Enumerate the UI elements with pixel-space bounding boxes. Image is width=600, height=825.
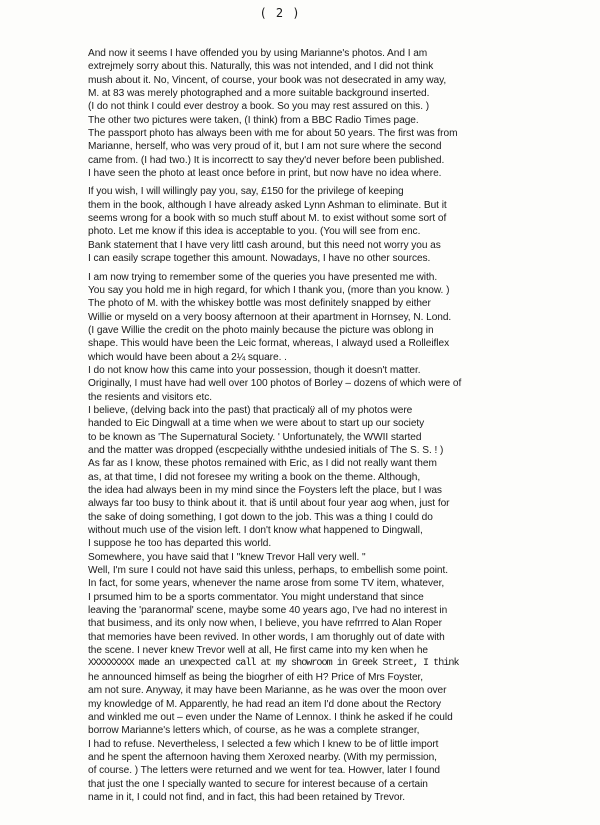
text-line: which would have been about a 2¼ square. . (88, 351, 287, 363)
text-line: (I gave Willie the credit on the photo mainly because the picture was oblong in (88, 324, 434, 336)
text-line: seems wrong for a book with so much stuff about M. to exist without some sort of (88, 213, 447, 225)
text-line: Marianne, herself, who was very proud of it, but I am not sure where the second (88, 141, 442, 153)
text-line: my knowledge of M. Apparently, he had read an item I'd done about the Rectory (88, 698, 442, 710)
text-line: Willie or myseld on a very boosy afternoon at their apartment in Hornsey, N. Lond. (88, 311, 452, 323)
text-line: If you wish, I will willingly pay you, say, £150 for the privilege of keeping (88, 186, 404, 198)
text-line: Somewhere, you have said that I "knew Trevor Hall very well. " (88, 551, 366, 563)
text-line: In fact, for some years, whenever the name arose from some TV item, whatever, (88, 578, 445, 590)
text-line: leaving the 'paranormal' scene, maybe some 40 years ago, I've had no interest in (88, 605, 448, 617)
text-line-struck-out: XXXXXXXXX made an unexpected call at my showroom in Greek Street, I think (88, 658, 459, 670)
text-line: Well, I'm sure I could not have said this unless, perhaps, to embellish some point. (88, 565, 449, 577)
text-line: I do not know how this came into your possession, though it doesn't matter. (88, 364, 421, 376)
text-line: the idea had always been in my mind since the Foysters left the place, but I was (88, 485, 442, 496)
text-line: name in it, I could not find, and in fact, this had been retained by Trevor. (88, 791, 406, 803)
text-line: handed to Eic Dingwall at a time when we were about to start up our society (88, 418, 425, 430)
text-line: am not sure. Anyway, it may have been Marianne, as he was over the moon over (88, 685, 447, 697)
text-line: without much use of the vision left. I don't know what happened to Dingwall, (88, 525, 423, 537)
text-line: I had to refuse. Nevertheless, I selected a few which I knew to be of little import (88, 738, 439, 750)
text-line: he announced himself as being the biogrher of eith H? Price of Mrs Foyster, (88, 671, 424, 683)
text-line: the resients and visitors etc. (88, 391, 212, 403)
text-line: The photo of M. with the whiskey bottle was most definitely snapped by either (88, 298, 431, 310)
paragraph-photos-apology (88, 47, 594, 180)
text-line: Bank statement that I have very littl cash around, but this need not worry you as (88, 239, 441, 251)
text-line: I prsumed him to be a sports commentator. You might understand that since (88, 591, 424, 603)
text-line: and he spent the afternoon having them Xeroxed nearby. (With my permission, (88, 751, 437, 763)
paragraph-queries-and-trevor-hall (88, 271, 594, 805)
text-line: And now it seems I have offended you by using Marianne's photos. And I am (88, 48, 428, 59)
text-line: borrow Marianne's letters which, of course, as he was a complete stranger, (88, 725, 420, 737)
text-line: I suppose he too has departed this world. (88, 538, 272, 550)
text-line: The other two pictures were taken, (I think) from a BBC Radio Times page. (88, 114, 419, 126)
text-line: shape. This would have been the Leic format, whereas, I alwayd used a Rolleiflex (88, 338, 450, 350)
text-line: mush about it. No, Vincent, of course, your book was not desecrated in amy way, (88, 74, 447, 86)
letter-body (88, 47, 594, 804)
text-line: them in the book, although I have already asked Lynn Ashman to eliminate. But it (88, 199, 447, 211)
text-line: came from. (I had two.) It is incorrectt to say they'd never before been published. (88, 154, 445, 166)
text-line: You say you hold me in high regard, for which I thank you, (more than you know. ) (88, 284, 450, 296)
text-line: as, at that time, I did not foresee my writing a book on the theme. Although, (88, 471, 421, 483)
paragraph-payment-offer (88, 185, 594, 265)
text-line: The passport photo has always been with me for about 50 years. The first was from (88, 128, 458, 140)
text-line: I am now trying to remember some of the queries you have presented me with. (88, 271, 438, 283)
text-line: always far too busy to think about it. that iš until about four year aog when, just for (88, 498, 450, 510)
page-number: ( 2 ) (259, 6, 301, 20)
text-line: and winkled me out – even under the Name of Lennox. I think he asked if he could (88, 711, 453, 723)
text-line: I believe, (delving back into the past) that practicalÿ all of my photos were (88, 404, 413, 416)
text-line: the scene. I never knew Trevor well at all, He first came into my ken when he (88, 645, 428, 657)
text-line: I have seen the photo at least once before in print, but now have no idea where. (88, 168, 442, 180)
text-line: I can easily scrape together this amount. Nowadays, I have no other sources. (88, 253, 431, 265)
text-line: that busimess, and its only now when, I believe, you have refrrred to Alan Roper (88, 618, 442, 630)
text-line: Originally, I must have had well over 100 photos of Borley – dozens of which were of (88, 378, 462, 390)
text-line: that memories have been revived. In other words, I am thorughly out of date with (88, 631, 445, 643)
text-line: and the matter was dropped (escpecially withthe undesied initials of The S. S. ! ) (88, 444, 444, 456)
text-line: extrejmely sorry about this. Naturally, this was not intended, and I did not think (88, 61, 434, 73)
text-line: (I do not think I could ever destroy a book. So you may rest assured on this. ) (88, 101, 430, 113)
text-line: to be known as 'The Supernatural Society. ' Unfortunately, the WWII started (88, 431, 422, 443)
text-line: As far as I know, these photos remained with Eric, as I did not really want them (88, 458, 437, 470)
text-line: M. at 83 was merely photographed and a more suitable background inserted. (88, 88, 430, 100)
text-line: of course. ) The letters were returned and we went for tea. Howver, later I found (88, 765, 441, 777)
text-line: the sake of doing something, I got down to the job. This was a thing I could do (88, 511, 433, 523)
text-line: photo. Let me know if this idea is acceptable to you. (You will see from enc. (88, 226, 421, 238)
text-line: that just the one I specially wanted to secure for interest because of a certain (88, 778, 428, 790)
